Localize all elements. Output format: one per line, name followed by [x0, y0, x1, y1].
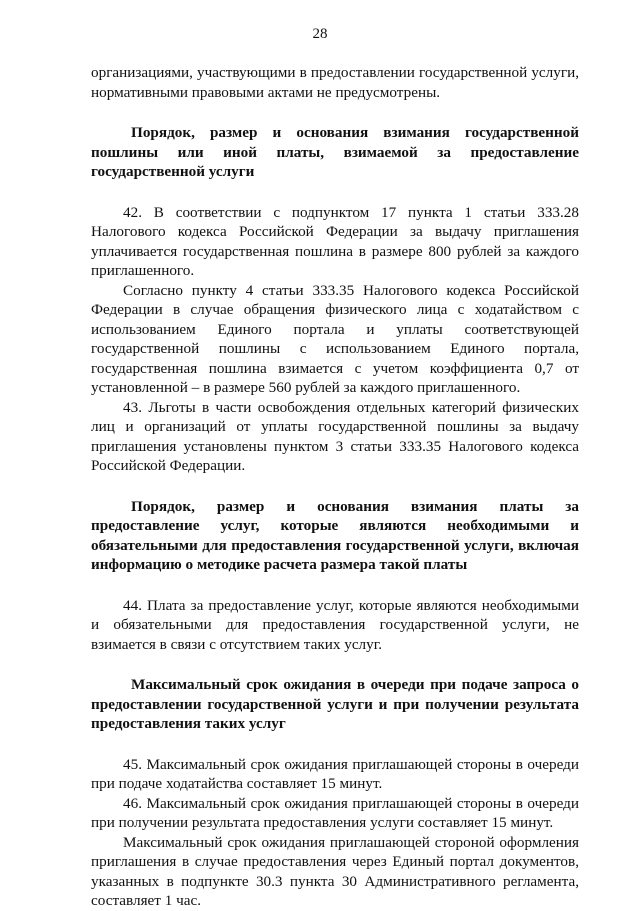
paragraph-46-continued: Максимальный срок ожидания приглашающей стороной оформления приглашения в случае предоставления через Единый портал документов, указанных в подпункте 30.3 пункта 30 Административного регламента, составляет 1 час. [91, 833, 579, 909]
page-number: 28 [312, 26, 328, 42]
page-content [91, 63, 579, 911]
paragraph-45: 45. Максимальный срок ожидания приглашающей стороны в очереди при подаче ходатайства составляет 15 минут. [91, 755, 579, 792]
paragraph-44: 44. Плата за предоставление услуг, которые являются необходимыми и обязательными для предоставления государственной услуги, не взимается в связи с отсутствием таких услуг. [91, 596, 579, 653]
paragraph-46: 46. Максимальный срок ожидания приглашающей стороны в очереди при получении результата предоставления услуги составляет 15 минут. [91, 794, 579, 831]
section-heading-state-fee: Порядок, размер и основания взимания государственной пошлины или иной платы, взимаемой за предоставление государственной услуги [91, 124, 579, 180]
section-heading-queue-time: Максимальный срок ожидания в очереди при подаче запроса о предоставлении государственной услуги и при получении результата предоставления таких услуг [91, 676, 579, 732]
paragraph-43: 43. Льготы в части освобождения отдельных категорий физических лиц и организаций от уплаты государственной пошлины за выдачу приглашения установлены пунктом 3 статьи 333.35 Налогового кодекса Российской Федерации. [91, 398, 579, 474]
paragraph-42: 42. В соответствии с подпунктом 17 пункта 1 статьи 333.28 Налогового кодекса Российской Федерации за выдачу приглашения уплачивается государственная пошлина в размере 800 рублей за каждого приглашенного. [91, 203, 579, 279]
paragraph-42-continued: Согласно пункту 4 статьи 333.35 Налогового кодекса Российской Федерации в случае обращения физического лица с ходатайством с использованием Единого портала и уплаты соответствующей государственной пошлины с использованием Единого портала, государственная пошлина взимается с учетом коэффициента 0,7 от установленной – в размере 560 рублей за каждого приглашенного. [91, 281, 579, 396]
section-heading-service-fee: Порядок, размер и основания взимания платы за предоставление услуг, которые являются необходимыми и обязательными для предоставления государственной услуги, включая информацию о методике расчета размера такой платы [91, 497, 579, 573]
intro-paragraph: организациями, участвующими в предоставлении государственной услуги, нормативными правовыми актами не предусмотрены. [91, 64, 579, 101]
